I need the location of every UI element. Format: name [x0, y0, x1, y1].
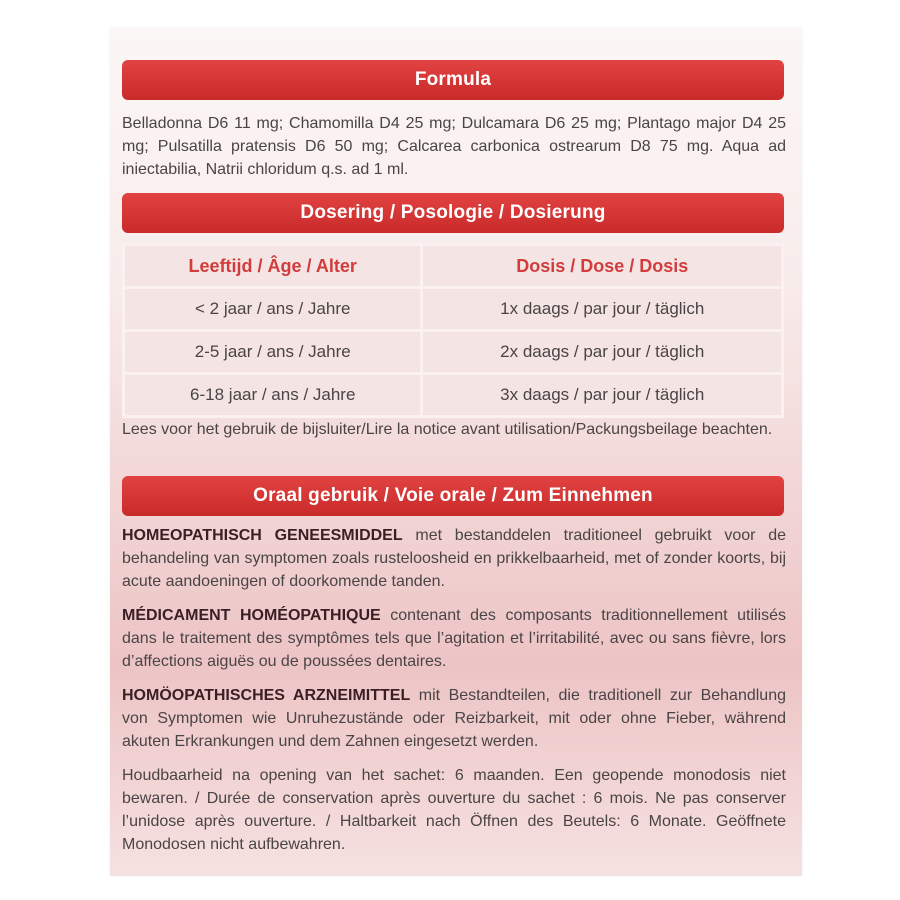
dose-cell: 3x daags / par jour / täglich [423, 375, 781, 415]
dosing-banner: Dosering / Posologie / Dosierung [122, 193, 784, 233]
dose-column-header: Dosis / Dose / Dosis [423, 246, 781, 286]
formula-text: Belladonna D6 11 mg; Chamomilla D4 25 mg; Dulcamara D6 25 mg; Plantago major D4 25 mg; Pulsatilla pratensis D6 50 mg; Calcarea carbonica ostrearum D8 75 mg. Aqua ad iniectabilia, Natrii chloridum q.s. ad 1 ml. [122, 115, 786, 178]
de-description [122, 684, 786, 753]
de-body: mit Bestandteilen, die traditionell zur Behandlung von Symptomen wie Unruhezustände oder Reizbarkeit, mit oder ohne Fieber, während akuten Erkrankungen und dem Zahnen eingesetzt werden. [122, 687, 787, 750]
age-cell: < 2 jaar / ans / Jahre [125, 289, 420, 329]
storage-text: Houdbaarheid na opening van het sachet: 6 maanden. Een geopende monodosis niet bewaren. / Durée de conservation après ouverture du sachet : 6 mois. Ne pas conserver l’unidose après ouverture. / Haltbarkeit nach Öffnen des Beutels: 6 Monate. Geöffnete Monodosen nicht aufbewahren. [122, 767, 786, 853]
nl-description [122, 524, 786, 593]
table-row [125, 332, 781, 372]
leaflet-note: Lees voor het gebruik de bijsluiter/Lire la notice avant utilisation/Packungsbeilage beachten. [122, 421, 773, 438]
formula-banner: Formula [122, 60, 784, 100]
fr-body: contenant des composants traditionnellement utilisés dans le traitement des symptômes tels que l’agitation et l’irritabilité, avec ou sans fièvre, lors d’affections aiguës ou de poussées dentaires. [122, 607, 787, 670]
fr-heading: MÉDICAMENT HOMÉOPATHIQUE [122, 607, 381, 624]
de-heading: HOMÖOPATHISCHES ARZNEIMITTEL [122, 687, 411, 704]
fr-description [122, 604, 786, 673]
table-row [125, 289, 781, 329]
table-header-row [125, 246, 781, 286]
dose-cell: 2x daags / par jour / täglich [423, 332, 781, 372]
table-row [125, 375, 781, 415]
dosing-table [122, 243, 784, 418]
dose-cell: 1x daags / par jour / täglich [423, 289, 781, 329]
oral-use-banner: Oraal gebruik / Voie orale / Zum Einnehmen [122, 476, 784, 516]
nl-heading: HOMEOPATHISCH GENEESMIDDEL [122, 527, 403, 544]
age-cell: 6-18 jaar / ans / Jahre [125, 375, 420, 415]
age-column-header: Leeftijd / Âge / Alter [125, 246, 420, 286]
age-cell: 2-5 jaar / ans / Jahre [125, 332, 420, 372]
nl-body: met bestanddelen traditioneel gebruikt voor de behandeling van symptomen zoals rusteloosheid en prikkelbaarheid, met of zonder koorts, bij acute aandoeningen of doorkomende tanden. [122, 527, 787, 590]
